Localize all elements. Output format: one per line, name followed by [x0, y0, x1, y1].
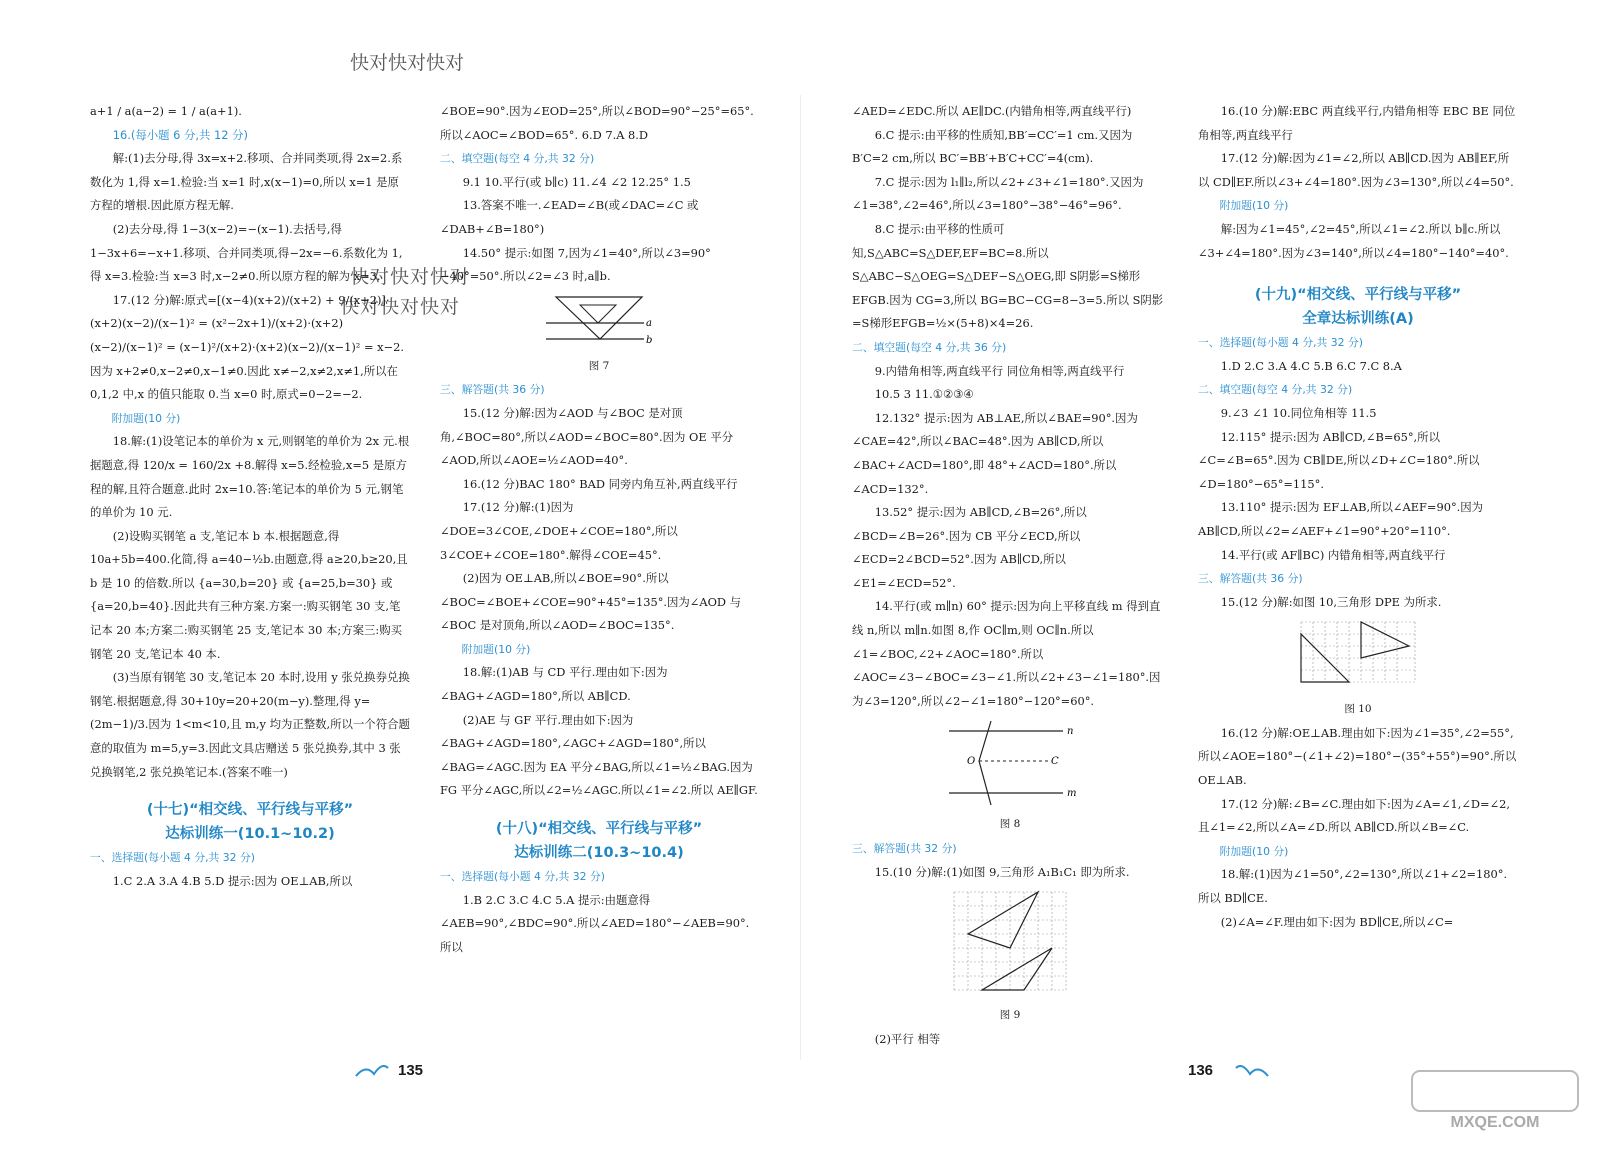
section-header: 一、选择题(每小题 4 分,共 32 分) [90, 851, 255, 865]
answer-text: 1.C 2.A 3.A 4.B 5.D 提示:因为 OE⊥AB,所以 [112, 873, 353, 888]
section-header: 一、选择题(每小题 4 分,共 32 分) [440, 870, 605, 884]
chapter-subtitle: 达标训练二(10.3~10.4) [514, 845, 684, 862]
answer-text: 解:因为∠1=45°,∠2=45°,所以∠1=∠2.所以 b∥c.所以∠3+∠4=180°.因为∠3=140°,所以∠4=180°−140°=40°. [1198, 221, 1509, 260]
chapter-title: (十九)“相交线、平行线与平移” [1254, 287, 1462, 304]
chapter-title: (十八)“相交线、平行线与平移” [495, 821, 703, 838]
answer-text: 18.解:(1)因为∠1=50°,∠2=130°,所以∠1+∠2=180°.所以 BD∥CE. [1198, 867, 1508, 906]
answer-text: 17.(12 分)解:因为∠1=∠2,所以 AB∥CD.因为 AB∥EF,所以 CD∥EF.所以∠3+∠4=180°.因为∠3=130°,所以∠4=50°. [1198, 151, 1514, 189]
leaf-ornament-icon [352, 1060, 392, 1084]
page-number: 135 [398, 1062, 424, 1079]
column-1 [90, 100, 410, 893]
chapter-title: (十七)“相交线、平行线与平移” [146, 802, 354, 819]
answer-text: 15.(12 分)解:因为∠AOD 与∠BOC 是对顶角,∠BOC=80°,所以∠AOD=∠BOC=80°.因为 OE 平分∠AOD,所以∠AOE=½∠AOD=40°. [440, 405, 734, 468]
text-line: a+1 / a(a−2) = 1 / a(a+1). [90, 104, 242, 118]
figure-7 [544, 293, 654, 351]
svg-text:MXQE.COM: MXQE.COM [1450, 1114, 1540, 1131]
answer-text: 18.解:(1)AB 与 CD 平行.理由如下:因为∠BAG+∠AGD=180°,所以 AB∥CD. [440, 665, 668, 704]
answer-text: (2)去分母,得 1−3(x−2)=−(x−1).去括号,得 1−3x+6=−x+1.移项、合并同类项,得−2x=−6.系数化为 1,得 x=3.检验:当 x=3 时,x−2≠0.所以原方程的解为 x=3. [90, 221, 403, 284]
figure-caption: 图 7 [588, 359, 610, 372]
answer-text: 12.115° 提示:因为 AB∥CD,∠B=65°,所以∠C=∠B=65°.因为 CB∥DE,所以∠D+∠C=180°.所以∠D=180°−65°=115°. [1198, 429, 1480, 491]
answer-text: 9.内错角相等,两直线平行 同位角相等,两直线平行 [874, 363, 1125, 378]
answer-text: 17.(12 分)解:(1)因为∠DOE=3∠COE,∠DOE+∠COE=180°,所以 3∠COE+∠COE=180°.解得∠COE=45°. [440, 500, 678, 562]
answer-text: 14.平行(或 m∥n) 60° 提示:因为向上平移直线 m 得到直线 n,所以 m∥n.如图 8,作 OC∥m,则 OC∥n.所以∠1=∠BOC,∠2+∠AOC=180°.所以∠AOC=∠3−∠BOC=∠3−∠1.所以∠2+∠3−∠1=180°.因为∠3=120°,所以∠2−∠1=180°−120°=60°. [852, 599, 1161, 708]
answer-text: 12.132° 提示:因为 AB⊥AE,所以∠BAE=90°.因为∠CAE=42°,所以∠BAC=48°.因为 AB∥CD,所以∠BAC+∠ACD=180°,即 48°+∠ACD=180°.所以∠ACD=132°. [852, 410, 1138, 496]
figure-caption: 图 10 [1344, 703, 1372, 716]
answer-text: (2)因为 OE⊥AB,所以∠BOE=90°.所以∠BOC=∠BOE+∠COE=90°+45°=135°.因为∠AOD 与∠BOC 是对顶角,所以∠AOD=∠BOC=135°. [440, 571, 742, 633]
answer-text: ∠AED=∠EDC.所以 AE∥DC.(内错角相等,两直线平行) [852, 104, 1132, 118]
answer-text: 16.(12 分)BAC 180° BAD 同旁内角互补,两直线平行 [462, 476, 738, 491]
answer-text: 15.(12 分)解:如图 10,三角形 DPE 为所求. [1220, 594, 1442, 609]
column-3 [852, 100, 1168, 1051]
answer-text: 1.B 2.C 3.C 4.C 5.A 提示:由题意得∠AEB=90°,∠BDC=90°.所以∠AED=180°−∠AEB=90°.所以 [440, 892, 750, 954]
answer-text: 14.平行(或 AF∥BC) 内错角相等,两直线平行 [1220, 547, 1446, 562]
site-logo [1410, 1069, 1580, 1137]
svg-text:O: O [967, 756, 976, 768]
section-header: 三、解答题(共 36 分) [440, 383, 545, 397]
svg-text:n: n [1067, 726, 1074, 738]
chapter-subtitle: 达标训练一(10.1~10.2) [165, 826, 335, 843]
answer-text: 13.110° 提示:因为 EF⊥AB,所以∠AEF=90°.因为 AB∥CD,所以∠2=∠AEF+∠1=90°+20°=110°. [1198, 500, 1484, 538]
figure-10 [1297, 618, 1419, 694]
figure-9 [950, 888, 1070, 1000]
page-number: 136 [1188, 1062, 1214, 1079]
answer-text: 17.(12 分)解:∠B=∠C.理由如下:因为∠A=∠1,∠D=∠2,且∠1=∠2,所以∠A=∠D.所以 AB∥CD.所以∠B=∠C. [1198, 796, 1511, 835]
section-header: 附加题(10 分) [1219, 844, 1289, 858]
figure-caption: 图 8 [999, 818, 1021, 831]
figure-8 [945, 717, 1075, 809]
answer-text: 13.答案不唯一.∠EAD=∠B(或∠DAC=∠C 或∠DAB+∠B=180°) [440, 198, 699, 236]
answer-text: (2)设购买钢笔 a 支,笔记本 b 本.根据题意,得 10a+5b=400.化简,得 a=40−½b.由题意,得 a≥20,b≥20,且 b 是 10 的倍数.所以 {a=30,b=20} 或 {a=25,b=30} 或 {a=20,b=40}.因此共有三种方案.方案一:购买钢笔 30 支,笔记本 20 本;方案二:购买钢笔 25 支,笔记本 30 本;方案三:购买钢笔 20 支,笔记本 40 本. [90, 528, 408, 661]
column-4 [1198, 100, 1518, 934]
section-header: 一、选择题(每小题 4 分,共 32 分) [1198, 336, 1363, 350]
answer-text: 16.(12 分)解:OE⊥AB.理由如下:因为∠1=35°,∠2=55°,所以∠AOE=180°−(∠1+∠2)=180°−(35°+55°)=90°.所以 OE⊥AB. [1198, 725, 1517, 788]
answer-text: 9.1 10.平行(或 b∥c) 11.∠4 ∠2 12.25° 1.5 [462, 174, 691, 189]
answer-text: 9.∠3 ∠1 10.同位角相等 11.5 [1220, 405, 1377, 420]
section-header: 三、解答题(共 36 分) [1198, 572, 1303, 586]
answer-text: 17.(12 分)解:原式=[(x−4)(x+2)/(x+2) + 9/(x+2)]· (x+2)(x−2)/(x−1)² = (x²−2x+1)/(x+2)·(x+2)(x−2)/(x−1)² = (x−1)²/(x+2)·(x+2)(x−2)/(x−1)² = x−2.因为 x+2≠0,x−2≠0,x−1≠0.因此 x≠−2,x≠2,x≠1,所以在 0,1,2 中,x 的值只能取 0.当 x=0 时,原式=0−2=−2. [90, 292, 404, 402]
watermark: 快对快对快对 [340, 296, 461, 318]
svg-text:b: b [646, 334, 653, 346]
section-header: 附加题(10 分) [111, 411, 181, 425]
answer-text: 13.52° 提示:因为 AB∥CD,∠B=26°,所以∠BCD=∠B=26°.因为 CB 平分∠ECD,所以∠ECD=2∠BCD=52°.因为 AB∥CD,所以∠E1=∠ECD=52°. [852, 505, 1087, 590]
answer-text: 1.D 2.C 3.A 4.C 5.B 6.C 7.C 8.A [1220, 358, 1402, 373]
column-2 [440, 100, 758, 959]
answer-text: (2)∠A=∠F.理由如下:因为 BD∥CE,所以∠C= [1220, 914, 1454, 929]
answer-text: (2)平行 相等 [874, 1031, 941, 1046]
question-header: 16.(每小题 6 分,共 12 分) [112, 127, 248, 142]
watermark: 快对快对快对 [350, 266, 471, 288]
figure-caption: 图 9 [999, 1009, 1021, 1022]
section-header: 三、解答题(共 32 分) [852, 842, 957, 856]
svg-text:m: m [1067, 788, 1077, 800]
answer-text: 15.(10 分)解:(1)如图 9,三角形 A₁B₁C₁ 即为所求. [874, 864, 1130, 879]
watermark: 快对快对快对 [350, 52, 465, 74]
answer-text: 10.5 3 11.①②③④ [874, 387, 974, 402]
section-header: 附加题(10 分) [461, 642, 531, 656]
answer-text: ∠BOE=90°.因为∠EOD=25°,所以∠BOD=90°−25°=65°.所以∠AOC=∠BOD=65°. 6.D 7.A 8.D [440, 104, 754, 142]
answer-text: 7.C 提示:因为 l₁∥l₂,所以∠2+∠3+∠1=180°.又因为∠1=38°,∠2=46°,所以∠3=180°−38°−46°=96°. [852, 174, 1144, 213]
svg-text:C: C [1051, 756, 1059, 768]
answer-text: 14.50° 提示:如图 7,因为∠1=40°,所以∠3=90°−40°=50°.所以∠2=∠3 时,a∥b. [440, 245, 711, 284]
answer-text: (3)当原有钢笔 30 支,笔记本 20 本时,设用 y 张兑换券兑换钢笔.根据题意,得 30+10y=20+20(m−y).整理,得 y=(2m−1)/3.因为 1<m<10,且 m,y 均为正整数,所以一个符合题意的取值为 m=5,y=3.因此文具店赠送 5 张兑换券,其中 3 张兑换钢笔,2 张兑换笔记本.(答案不唯一) [90, 670, 410, 779]
chapter-subtitle: 全章达标训练(A) [1302, 311, 1414, 328]
page-gutter [800, 95, 801, 1060]
section-header: 二、填空题(每空 4 分,共 32 分) [1198, 383, 1353, 397]
section-header: 二、填空题(每空 4 分,共 32 分) [440, 152, 595, 166]
section-header: 附加题(10 分) [1219, 199, 1289, 213]
answer-text: 16.(10 分)解:EBC 两直线平行,内错角相等 EBC BE 同位角相等,两直线平行 [1198, 104, 1516, 142]
answer-text: 解:(1)去分母,得 3x=x+2.移项、合并同类项,得 2x=2.系数化为 1,得 x=1.检验:当 x=1 时,x(x−1)=0,所以 x=1 是原方程的增根.因此原方程无解. [90, 151, 403, 213]
answer-logo-icon [1410, 1069, 1580, 1133]
answer-text: 8.C 提示:由平移的性质可知,S△ABC=S△DEF,EF=BC=8.所以 S△ABC−S△OEG=S△DEF−S△OEG,即 S阴影=S梯形EFGB.因为 CG=3,所以 BG=BC−CG=8−3=5.所以 S阴影=S梯形EFGB=½×(5+8)×4=26. [852, 221, 1164, 331]
answer-text: 18.解:(1)设笔记本的单价为 x 元,则钢笔的单价为 2x 元.根据题意,得 120/x = 160/2x +8.解得 x=5.经检验,x=5 是原方程的解,且符合题意.此时 2x=10.答:笔记本的单价为 5 元,钢笔的单价为 10 元. [90, 434, 410, 520]
leaf-ornament-icon [1232, 1060, 1272, 1084]
answer-text: 6.C 提示:由平移的性质知,BB′=CC′=1 cm.又因为 B′C=2 cm,所以 BC′=BB′+B′C+CC′=4(cm). [852, 127, 1133, 166]
answer-text: (2)AE 与 GF 平行.理由如下:因为∠BAG+∠AGD=180°,∠AGC+∠AGD=180°,所以∠BAG=∠AGC.因为 EA 平分∠BAG,所以∠1=½∠BAG.因为 FG 平分∠AGC,所以∠2=½∠AGC.所以∠1=∠2.所以 AE∥GF. [440, 712, 758, 798]
section-header: 二、填空题(每空 4 分,共 36 分) [852, 340, 1007, 354]
svg-text:a: a [646, 317, 652, 329]
